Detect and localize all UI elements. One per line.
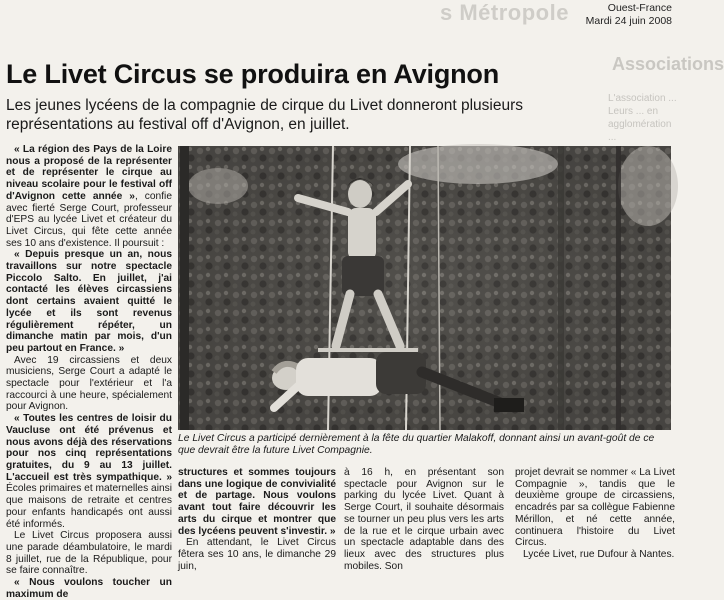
paragraph: [515, 549, 675, 561]
section-heading-bleed: s Métropole: [440, 0, 569, 25]
article-column-4: [515, 467, 675, 561]
acrobats-trapeze-image: [178, 146, 671, 430]
bleed-text-right: L'association ... Leurs ... en agglomération ...: [608, 93, 677, 143]
body-text: En attendant, le Livet Circus fêtera ses 10 ans, le dimanche 29 juin,: [178, 537, 336, 572]
paragraph: [178, 537, 336, 572]
paragraph: [178, 467, 336, 537]
circus-photo: [178, 146, 671, 430]
newspaper-name: Ouest-France: [607, 2, 672, 14]
body-text: à 16 h, en présentant son spectacle pour Avignon sur le parking du lycée Livet. Quant à Serge Court, il souhaite désormais se tourner un peu plus vers les arts de la rue et le cirque urbain avec un spectacle adaptable dans des lieux avec des structures plus mobiles. Son: [344, 467, 504, 572]
paragraph: [6, 530, 172, 577]
quote-text: « Nous voulons toucher un maximum de: [6, 577, 172, 600]
article-column-3: [344, 467, 504, 572]
paragraph: [6, 249, 172, 354]
body-text: Écoles primaires et maternelles ainsi que maisons de retraite et centres pour enfants handicapés ont aussi été informés.: [6, 483, 172, 530]
issue-date: Mardi 24 juin 2008: [585, 15, 672, 27]
paragraph: [515, 467, 675, 549]
paragraph: [344, 467, 504, 572]
quote-text: « La région des Pays de la Loire nous a proposé de la représenter et de représenter le cirque au niveau scolaire pour le festival off d'Avignon cette année »: [6, 144, 172, 202]
body-text: Lycée Livet, rue Dufour à Nantes.: [523, 548, 675, 560]
headline: Le Livet Circus se produira en Avignon: [6, 59, 499, 89]
article-column-1: [6, 144, 172, 600]
paragraph: [6, 577, 172, 600]
paragraph: [6, 355, 172, 414]
paragraph: [6, 144, 172, 249]
bleed-heading-right: Associations: [612, 54, 724, 74]
quote-text: « Depuis presque un an, nous travaillons sur notre spectacle Piccolo Salto. En juillet, j'ai contacté les élèves circassiens dont certains avaient quitté le lycée et ils sont revenus régulièrement répéter, un dimanche matin par mois, d'un peu partout en France. »: [6, 249, 172, 354]
paragraph: [6, 413, 172, 530]
masthead: [586, 2, 672, 28]
body-text: , confie avec fierté Serge Court, professeur d'EPS au lycée Livet et créateur du Livet Circus, qui fête cette année ses 10 ans d'existence. Il poursuit :: [6, 190, 172, 249]
body-text: projet devrait se nommer « La Livet Compagnie », tandis que le deuxième groupe de circassiens, encadrés par sa collègue Fabienne Mérillon, et né cette année, continuera l'histoire du Livet Circus.: [515, 467, 675, 549]
quote-text: « Toutes les centres de loisir du Vaucluse ont été prévenus et nous avons déjà des réservations pour nos cinq représentations gratuites, du 9 au 13 juillet. L'accueil est très sympathique. »: [6, 413, 172, 483]
article-column-2: [178, 467, 336, 572]
quote-text: structures et sommes toujours dans une logique de convivialité et de partage. Nous voulons avant tout faire découvrir les arts du cirque et montrer que des lycéens peuvent s'investir. »: [178, 467, 336, 537]
body-text: Avec 19 circassiens et deux musiciens, Serge Court a adapté le spectacle pour l'extérieur et l'a raccourci à une heure, spécialement pour Avignon.: [6, 354, 172, 413]
body-text: Le Livet Circus proposera aussi une parade déambulatoire, le mardi 8 juillet, rue de la République, pour se faire connaître.: [6, 530, 172, 577]
photo-caption: Le Livet Circus a participé dernièrement à la fête du quartier Malakoff, donnant ainsi un avant-goût de ce que devrait être la future Livet Compagnie.: [178, 433, 655, 456]
standfirst: Les jeunes lycéens de la compagnie de cirque du Livet donneront plusieurs représentations au festival off d'Avignon, en juillet.: [6, 97, 524, 133]
